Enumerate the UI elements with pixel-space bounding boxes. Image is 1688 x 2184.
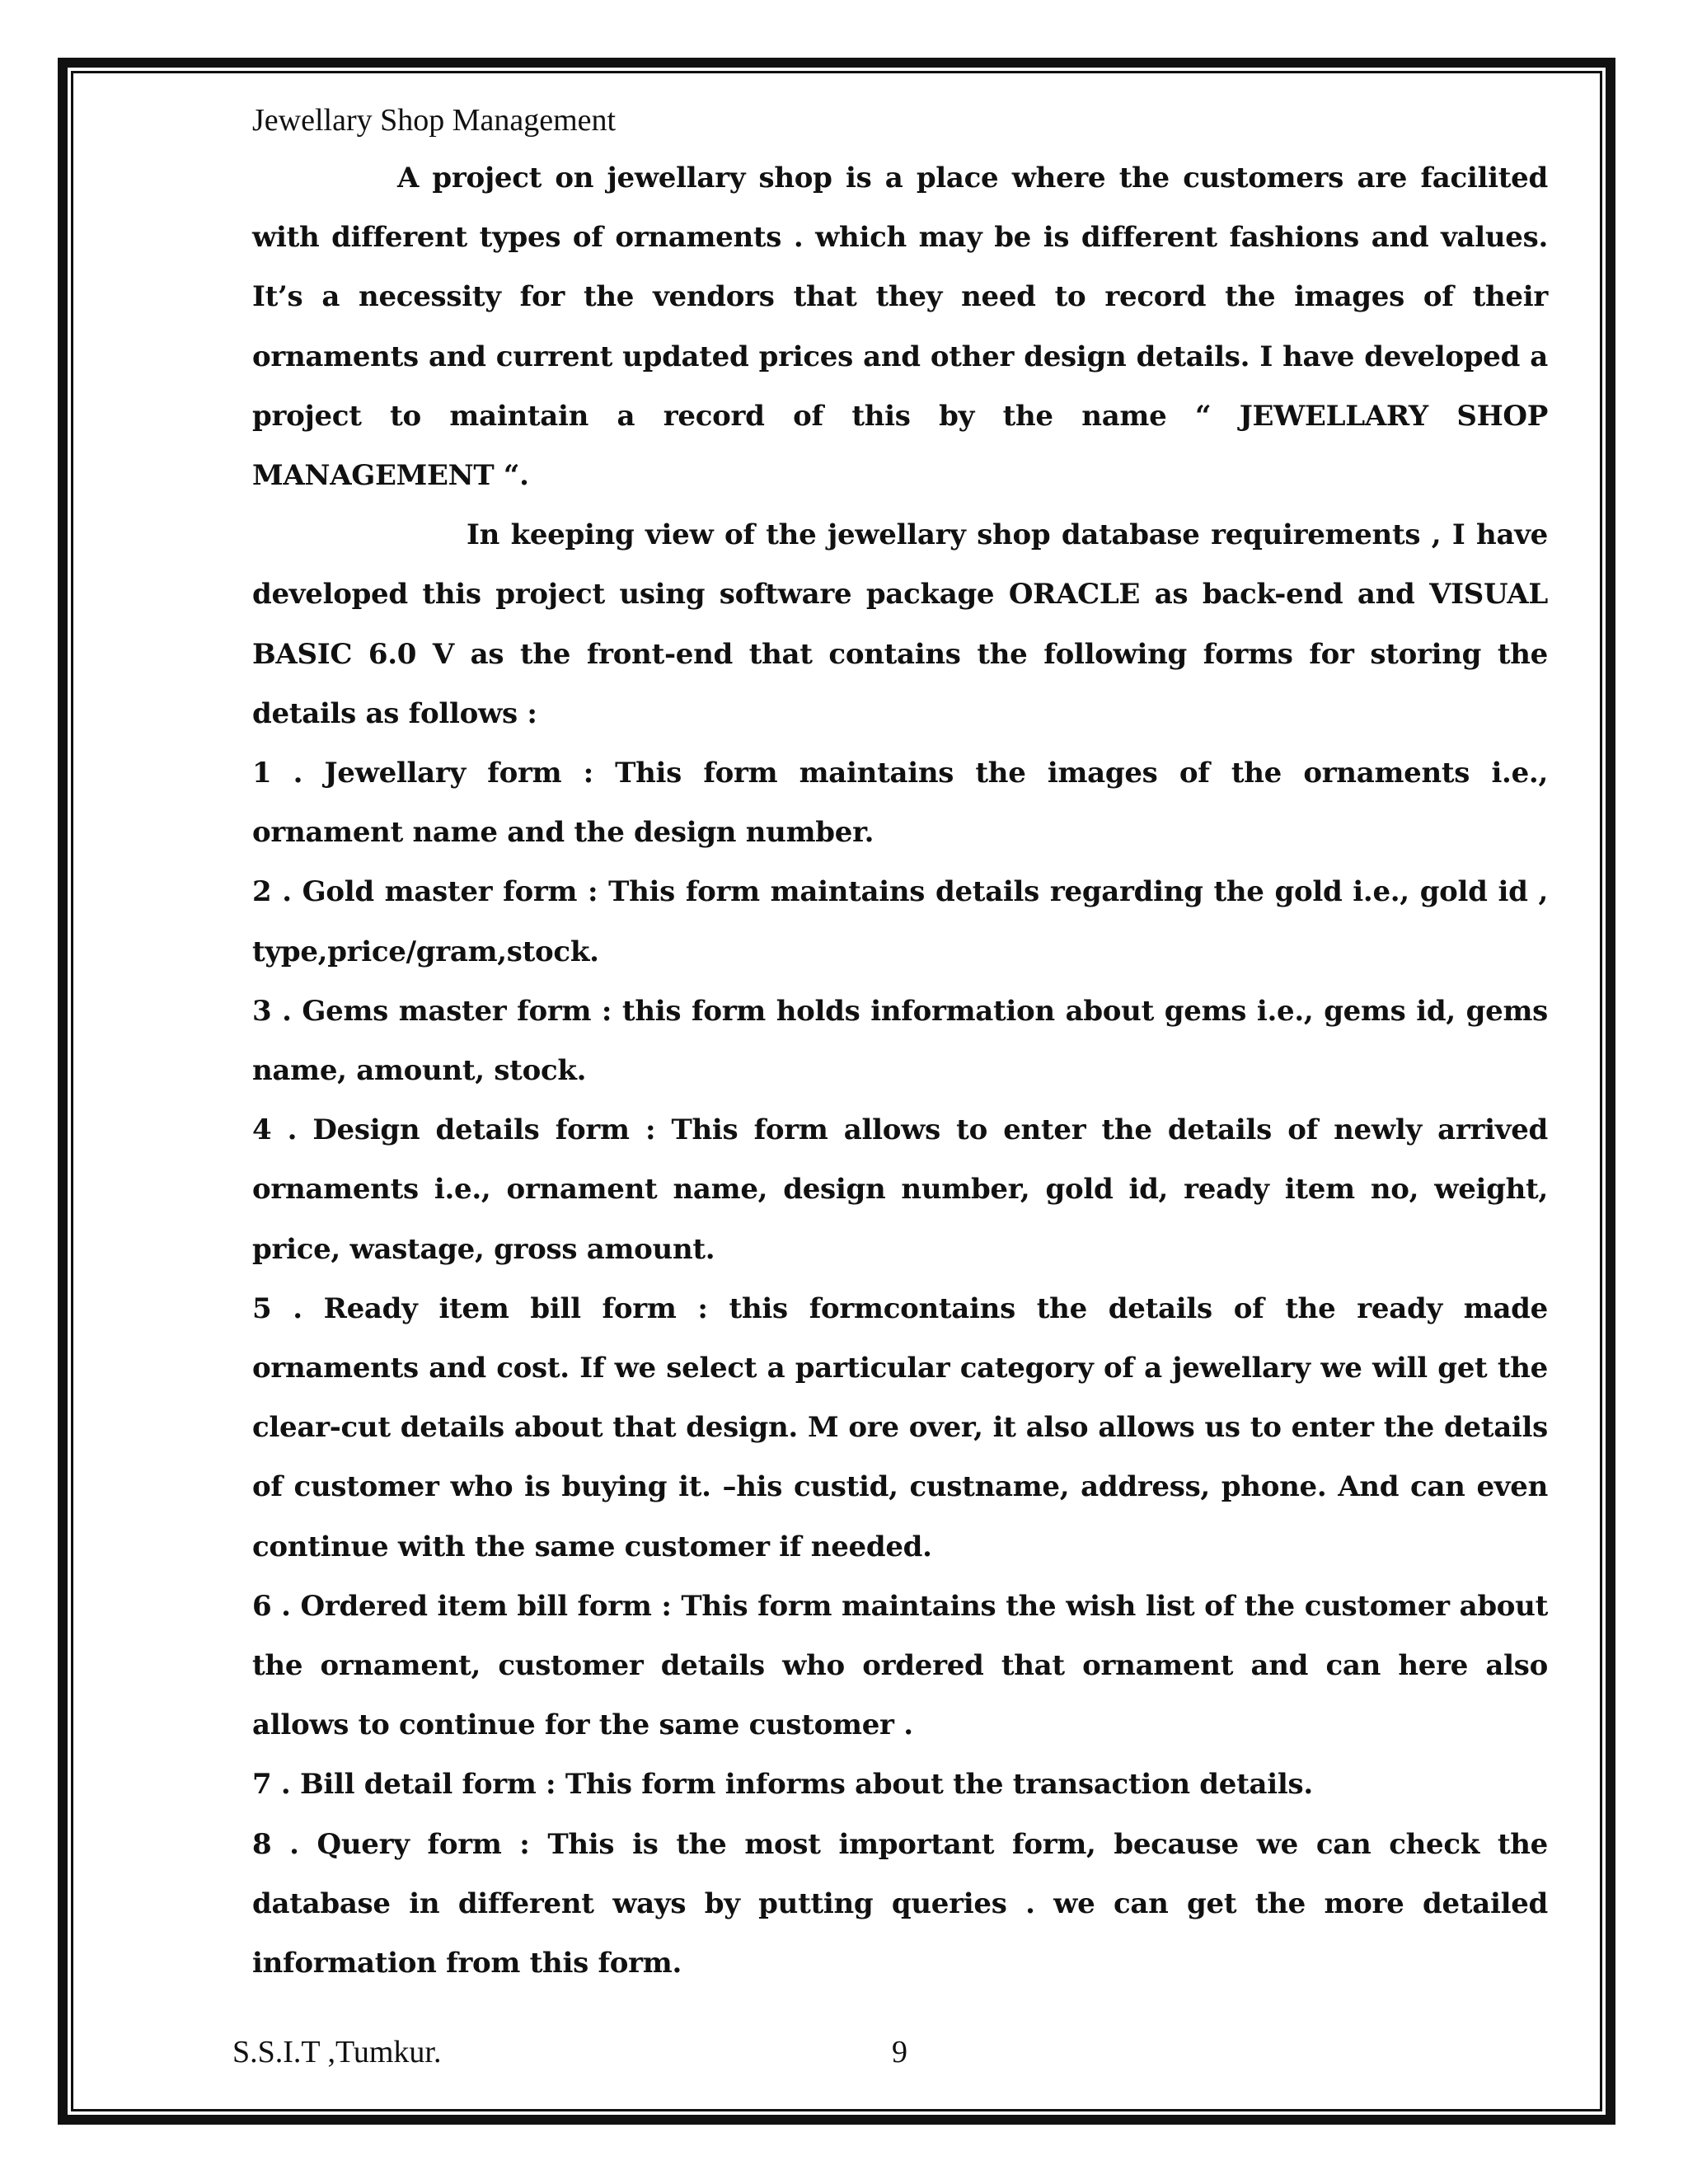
page-number: 9 bbox=[892, 2035, 907, 2069]
form-item-jewellary: 1 . Jewellary form : This form maintains the images of the ornaments i.e., ornament name and the design number. bbox=[252, 757, 1548, 850]
form-item-gold-master: 2 . Gold master form : This form maintains details regarding the gold i.e., gold id , type,price/gram,stock. bbox=[252, 875, 1548, 968]
document-body bbox=[252, 148, 1548, 1993]
second-paragraph: In keeping view of the jewellary shop database requirements , I have developed this project using software package ORACLE as back-end and VISUAL BASIC 6.0 V as the front-end that contains the following forms for storing the details as follows : bbox=[252, 518, 1548, 730]
form-item-ordered-item-bill: 6 . Ordered item bill form : This form maintains the wish list of the customer about the ornament, customer details who ordered that ornament and can here also allows to continue for the same customer . bbox=[252, 1589, 1548, 1742]
form-item-design-details: 4 . Design details form : This form allows to enter the details of newly arrived ornaments i.e., ornament name, design number, gold id, ready item no, weight, price, wastage, gross amount. bbox=[252, 1113, 1548, 1266]
form-item-ready-item-bill: 5 . Ready item bill form : this formcontains the details of the ready made ornaments and cost. If we select a particular category of a jewellary we will get the clear-cut details about that design. M ore over, it also allows us to enter the details of customer who is buying it. –his custid, custname, address, phone. And can even continue with the same customer if needed. bbox=[252, 1291, 1548, 1563]
form-item-gems-master: 3 . Gems master form : this form holds information about gems i.e., gems id, gems name, amount, stock. bbox=[252, 994, 1548, 1088]
form-item-query: 8 . Query form : This is the most important form, because we can check the database in different ways by putting queries . we can get the more detailed information from this form. bbox=[252, 1827, 1548, 1980]
footer-institution: S.S.I.T ,Tumkur. bbox=[232, 2035, 442, 2069]
form-item-bill-detail: 7 . Bill detail form : This form informs about the transaction details. bbox=[252, 1768, 1313, 1802]
running-header: Jewellary Shop Management bbox=[252, 103, 617, 138]
intro-paragraph: A project on jewellary shop is a place where the customers are facilited with different types of ornaments . which may be is different fashions and values. It’s a necessity for the vendors that they need to record the images of their ornaments and current updated prices and other design details. I have developed a project to maintain a record of this by the name “ JEWELLARY SHOP MANAGEMENT “. bbox=[252, 162, 1548, 493]
